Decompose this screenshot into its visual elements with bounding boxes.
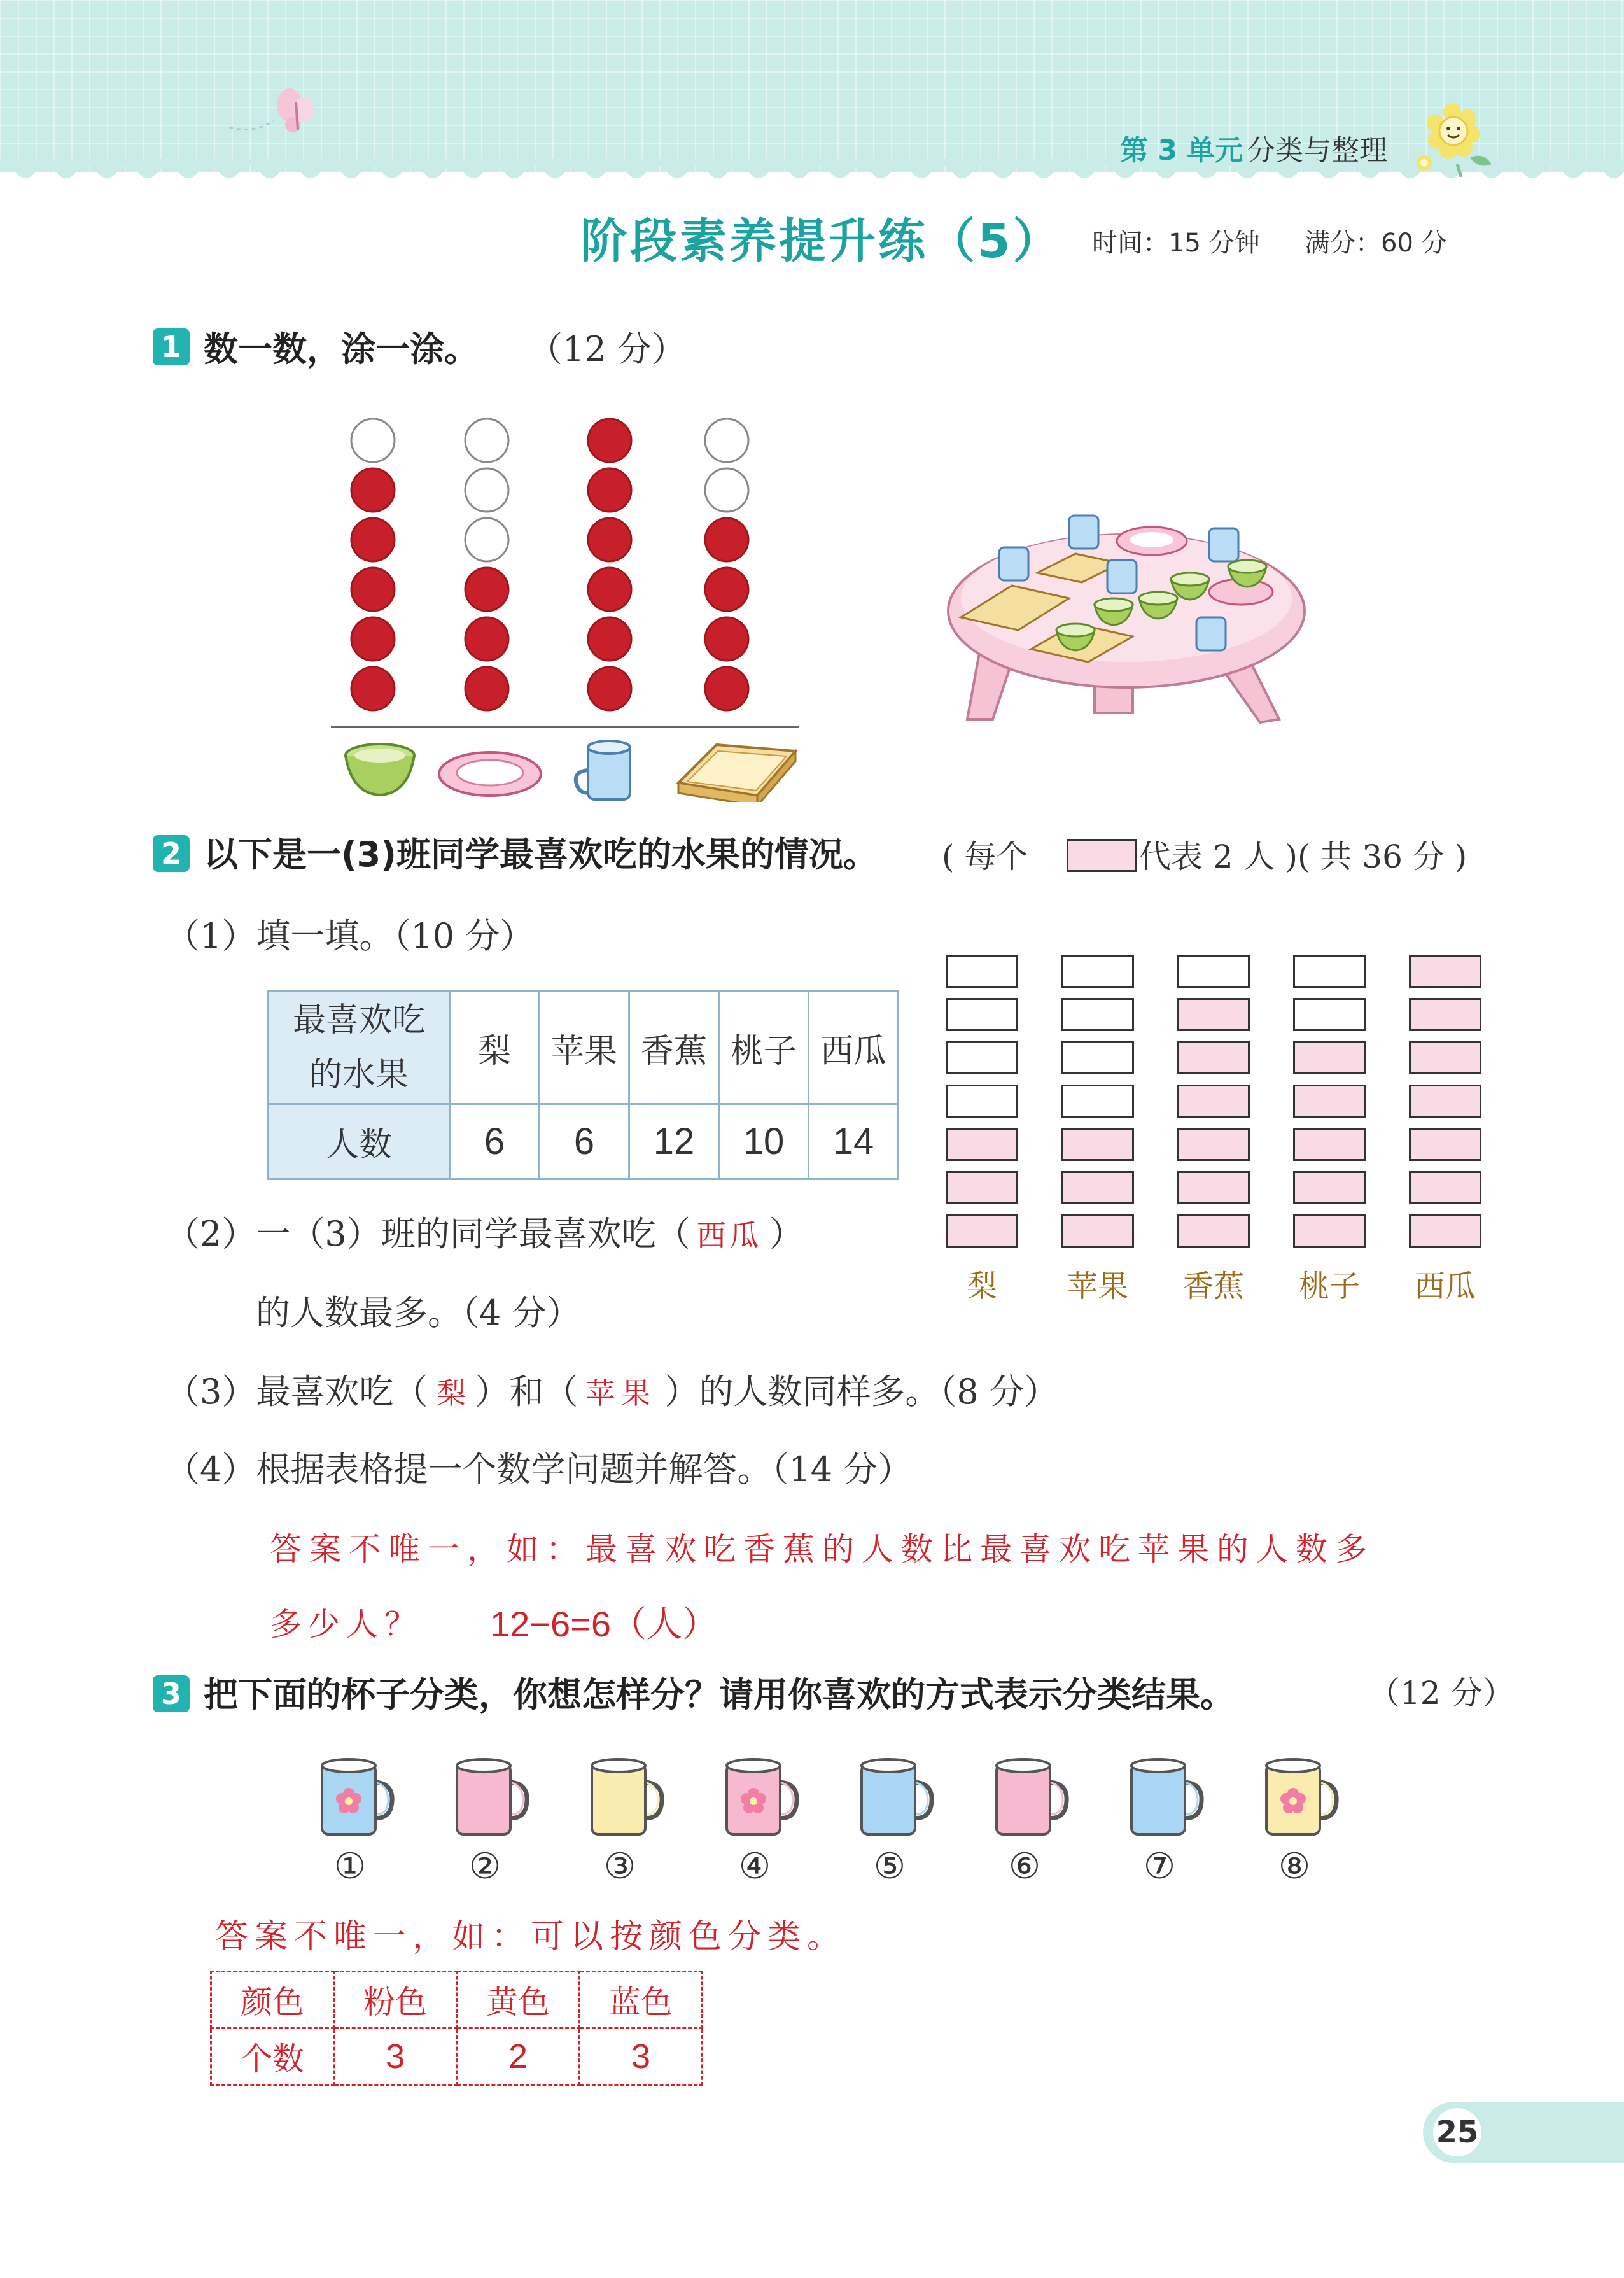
answer-table-cell: 黄色 (457, 1972, 580, 2028)
question-2-sub1: （1）填一填。（10 分） (165, 916, 535, 956)
fruit-name: 桃子 (719, 992, 809, 1104)
question-1-text: 数一数，涂一涂。 (204, 329, 479, 369)
bar-category-label: 西瓜 (1414, 1269, 1476, 1304)
bar-cell-filled (1409, 1128, 1481, 1161)
bar-cell-filled (1293, 1085, 1366, 1118)
filled-bead (351, 518, 395, 561)
question-2-sub2-line2: 的人数最多。（4 分） (256, 1293, 581, 1333)
tray-icon (678, 745, 795, 802)
fruit-count: 6 (540, 1104, 629, 1179)
answer-table-cell: 2 (457, 2028, 580, 2085)
filled-bead (705, 568, 748, 611)
bar-cell-filled (1177, 998, 1250, 1031)
bar-cell-filled (1061, 1214, 1134, 1248)
question-number-1: 1 (153, 328, 190, 365)
bar-cell-filled (1409, 1085, 1481, 1118)
bar-cell-empty (1061, 1085, 1134, 1118)
answer-table-cell: 个数 (211, 2028, 334, 2085)
plate-icon (439, 752, 541, 796)
fruit-name: 苹果 (540, 992, 629, 1104)
filled-bead (465, 617, 508, 661)
filled-bead (351, 568, 395, 611)
bar-category-label: 桃子 (1298, 1269, 1360, 1304)
empty-bead (465, 419, 508, 462)
filled-bead (351, 667, 395, 710)
cups-row (312, 1757, 1355, 1903)
sub4-answer-line1: 答案不唯一，如：最喜欢吃香蕉的人数比最喜欢吃苹果的人数多 (270, 1531, 1375, 1568)
filled-bead (588, 568, 631, 611)
question-3-text: 把下面的杯子分类，你想怎样分？请用你喜欢的方式表示分类结果。 (204, 1675, 1235, 1715)
bar-cell-empty (946, 955, 1018, 988)
sub2-answer: 西瓜 (696, 1218, 763, 1253)
empty-bead (705, 468, 748, 512)
fruit-name: 西瓜 (809, 992, 899, 1104)
full-score: 满分：60 分 (1305, 229, 1447, 258)
bar-cell-filled (946, 1128, 1018, 1161)
fruit-table-header-line1: 最喜欢吃 (292, 1001, 425, 1039)
filled-bead (705, 518, 748, 561)
cup-number-label: ③ (603, 1846, 636, 1887)
cup-item (582, 1757, 671, 1887)
empty-bead (705, 419, 748, 462)
bar-cell-filled (1177, 1171, 1250, 1204)
fruit-count: 10 (719, 1104, 809, 1179)
question-2-sub4: （4）根据表格提一个数学问题并解答。（14 分） (165, 1449, 913, 1489)
sub3-answer-1: 梨 (437, 1376, 466, 1410)
bar-cell-filled (1293, 1171, 1366, 1204)
answer-table-cell: 3 (580, 2028, 703, 2085)
filled-bead (588, 518, 631, 561)
legend-suffix: 代表 2 人 )( 共 36 分 ) (1139, 838, 1467, 875)
cup-item (717, 1757, 806, 1887)
cup-icon (1256, 1757, 1345, 1839)
question-number-2: 2 (153, 835, 190, 872)
filled-bead (465, 667, 508, 710)
fruit-table (267, 990, 899, 1180)
fruit-bar-chart (946, 955, 1493, 1311)
filled-bead (351, 617, 395, 661)
fruit-count: 12 (629, 1104, 719, 1179)
flower-icon (1413, 94, 1495, 177)
bar-cell-empty (946, 1041, 1018, 1074)
question-2-sub2 (165, 1207, 804, 1256)
bar-cell-empty (1293, 998, 1366, 1031)
cup-number-label: ⑦ (1143, 1846, 1176, 1887)
bar-category-label: 苹果 (1067, 1269, 1128, 1304)
cup-icon (986, 1757, 1075, 1839)
time-limit: 时间：15 分钟 (1092, 229, 1260, 258)
sub3-mid: ）和（ (475, 1372, 578, 1412)
empty-bead (465, 468, 508, 512)
unit-label: 第 3 单元 (1120, 134, 1243, 167)
question-2-text: 以下是一(3)班同学最喜欢吃的水果的情况。 (204, 834, 878, 875)
fruit-name: 香蕉 (629, 992, 719, 1104)
fruit-count: 6 (450, 1104, 540, 1179)
bar-cell-filled (946, 1214, 1018, 1248)
sub2-suffix: ） (769, 1214, 804, 1254)
unit-topic: 分类与整理 (1247, 134, 1387, 167)
answer-table-cell: 蓝色 (580, 1972, 703, 2028)
empty-bead (465, 518, 508, 561)
bar-cell-filled (1409, 998, 1481, 1031)
filled-bead (588, 419, 631, 462)
filled-bead (588, 468, 631, 512)
cup-icon (717, 1757, 806, 1839)
legend-prefix: ( 每个 (942, 838, 1028, 875)
empty-bead (351, 419, 395, 462)
cup-icon (851, 1757, 941, 1839)
cup-item (851, 1757, 941, 1887)
filled-bead (351, 468, 395, 512)
bar-cell-empty (946, 998, 1018, 1031)
page-number-tab (1423, 2102, 1624, 2163)
fruit-table-header-line2: 的水果 (309, 1056, 409, 1094)
bar-cell-filled (1293, 1041, 1366, 1074)
cup-item (312, 1757, 401, 1887)
count-row-label: 人数 (269, 1104, 450, 1179)
bar-cell-filled (1177, 1128, 1250, 1161)
cup-icon (582, 1757, 671, 1839)
bar-cell-empty (1061, 1041, 1134, 1074)
q3-answer-line: 答案不唯一，如：可以按颜色分类。 (215, 1918, 847, 1956)
fruit-name: 梨 (450, 992, 540, 1104)
question-number-3: 3 (153, 1675, 190, 1712)
bar-cell-filled (1177, 1041, 1250, 1074)
sub4-equation: 12−6=6（人） (490, 1604, 718, 1644)
filled-bead (588, 617, 631, 661)
cup-number-label: ① (333, 1846, 367, 1887)
question-3-score: （12 分） (1368, 1675, 1515, 1712)
bar-cell-filled (946, 1171, 1018, 1204)
bar-cell-filled (1177, 1214, 1250, 1248)
sub3-answer-2: 苹果 (585, 1376, 657, 1410)
bar-cell-empty (1293, 955, 1366, 988)
bar-cell-empty (1177, 955, 1250, 988)
bowl-icon (346, 744, 414, 795)
bar-cell-filled (1409, 1214, 1481, 1248)
cup-icon (312, 1757, 401, 1839)
fruit-count: 14 (809, 1104, 899, 1179)
page-title: 阶段素养提升练（5） (580, 214, 1063, 269)
tableware-table-illustration (942, 503, 1311, 732)
sub4-answer-line2: 多少人？ (270, 1606, 423, 1643)
cup-icon (1121, 1757, 1210, 1839)
bar-cell-filled (1409, 1171, 1481, 1204)
answer-table-cell: 3 (334, 2028, 457, 2085)
bar-cell-filled (1061, 1171, 1134, 1204)
cup-item (986, 1757, 1075, 1887)
sub3-suffix: ）的人数同样多。（8 分） (664, 1372, 1058, 1412)
answer-table-cell: 粉色 (334, 1972, 457, 2028)
cup-icon (576, 741, 630, 799)
cup-item (447, 1757, 536, 1887)
bar-cell-filled (1409, 955, 1481, 988)
bar-cell-empty (1061, 955, 1134, 988)
legend-swatch (1067, 839, 1137, 872)
bar-cell-filled (1409, 1041, 1481, 1074)
bar-cell-empty (1061, 998, 1134, 1031)
fruit-table-header-cell (269, 992, 450, 1104)
cup-item (1121, 1757, 1210, 1887)
sub3-prefix: （3）最喜欢吃（ (165, 1372, 428, 1412)
question-2-sub3 (165, 1365, 1058, 1414)
cup-number-label: ④ (738, 1846, 771, 1887)
cup-item (1256, 1757, 1345, 1887)
page-number: 25 (1433, 2108, 1481, 2156)
cup-icon (447, 1757, 536, 1839)
filled-bead (705, 617, 748, 661)
bar-category-label: 香蕉 (1182, 1269, 1244, 1304)
bar-cell-empty (946, 1085, 1018, 1118)
bar-cell-filled (1293, 1128, 1366, 1161)
filled-bead (588, 667, 631, 710)
cup-number-label: ② (468, 1846, 501, 1887)
cup-number-label: ⑥ (1008, 1846, 1041, 1887)
filled-bead (465, 568, 508, 611)
sub2-prefix: （2）一（3）班的同学最喜欢吃（ (165, 1214, 690, 1254)
bead-count-chart (325, 395, 808, 802)
bar-cell-filled (1293, 1214, 1366, 1248)
butterfly-icon (229, 83, 318, 140)
bar-cell-filled (1177, 1085, 1250, 1118)
answer-table-cell: 颜色 (211, 1972, 334, 2028)
color-count-table (210, 1971, 703, 2086)
filled-bead (705, 667, 748, 710)
bar-cell-filled (1061, 1128, 1134, 1161)
bar-category-label: 梨 (966, 1269, 997, 1304)
cup-number-label: ⑧ (1278, 1846, 1311, 1887)
cup-number-label: ⑤ (873, 1846, 906, 1887)
question-1-score: （12 分） (528, 329, 686, 369)
